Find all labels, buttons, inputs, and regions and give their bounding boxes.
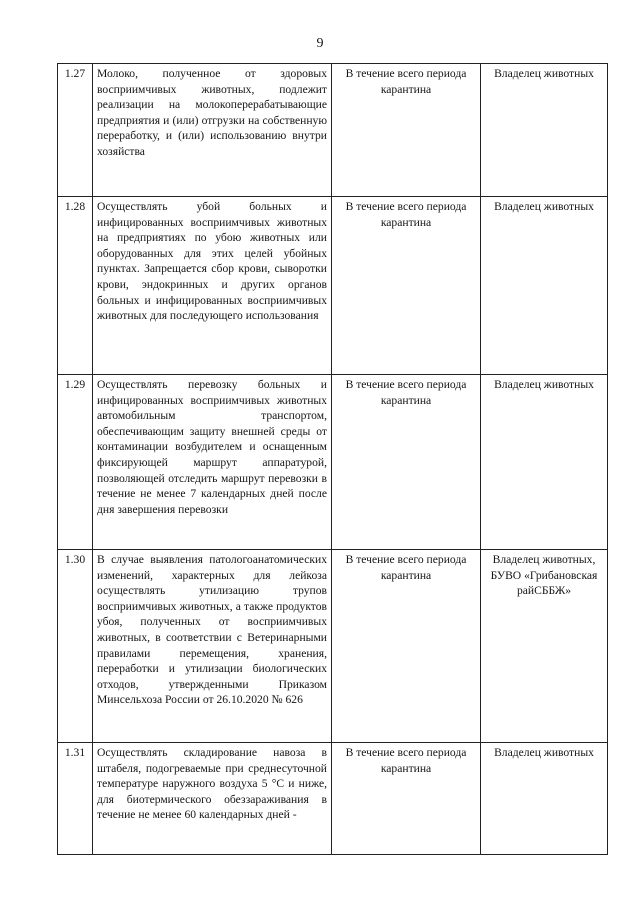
- measure-text: Осуществлять убой больных и инфицированных восприимчивых животных на предприятиях по убою животных или оборудованных для этих целей убойных пунктах. Запрещается сбор крови, сыворотки крови, эндокринных и других органов больных и инфицированных восприимчивых животных для последующего использования: [93, 197, 332, 375]
- responsible-cell: Владелец животных, БУВО «Грибановская райСББЖ»: [481, 550, 608, 743]
- measure-text: Осуществлять перевозку больных и инфицированных восприимчивых животных автомобильным транспортом, обеспечивающим защиту внешней среды от контаминации возбудителем и оснащенным фиксирующей маршрут аппаратурой, позволяющей отследить маршрут перевозки в течение не менее 7 календарных дней после дня завершения перевозки: [93, 375, 332, 550]
- responsible-cell: Владелец животных: [481, 197, 608, 375]
- responsible-cell: Владелец животных: [481, 375, 608, 550]
- responsible-cell: Владелец животных: [481, 743, 608, 855]
- measure-text: Осуществлять складирование навоза в штабеля, подогреваемые при среднесуточной температуре наружного воздуха 5 °С и ниже, для биотермического обеззараживания в течение не менее 60 календарных дней -: [93, 743, 332, 855]
- row-number: 1.28: [58, 197, 93, 375]
- table-row: [58, 375, 608, 550]
- term-cell: В течение всего периода карантина: [332, 64, 481, 197]
- term-cell: В течение всего периода карантина: [332, 550, 481, 743]
- row-number: 1.30: [58, 550, 93, 743]
- responsible-cell: Владелец животных: [481, 64, 608, 197]
- term-cell: В течение всего периода карантина: [332, 743, 481, 855]
- table-row: [58, 197, 608, 375]
- measures-table: [57, 63, 608, 855]
- page-number: 9: [316, 36, 324, 51]
- measure-text: В случае выявления патологоанатомических изменений, характерных для лейкоза осуществлять утилизацию трупов восприимчивых животных, а также продуктов убоя, полученных от восприимчивых животных, в соответствии с Ветеринарными правилами перемещения, хранения, переработки и утилизации биологических отходов, утвержденными Приказом Минсельхоза России от 26.10.2020 № 626: [93, 550, 332, 743]
- row-number: 1.29: [58, 375, 93, 550]
- row-number: 1.31: [58, 743, 93, 855]
- term-cell: В течение всего периода карантина: [332, 375, 481, 550]
- measure-text: Молоко, полученное от здоровых восприимчивых животных, подлежит реализации на молокоперерабатывающие предприятия и (или) отгрузки на собственную переработку, и (или) использованию внутри хозяйства: [93, 64, 332, 197]
- term-cell: В течение всего периода карантина: [332, 197, 481, 375]
- table-row: [58, 550, 608, 743]
- row-number: 1.27: [58, 64, 93, 197]
- table-row: [58, 64, 608, 197]
- table-row: [58, 743, 608, 855]
